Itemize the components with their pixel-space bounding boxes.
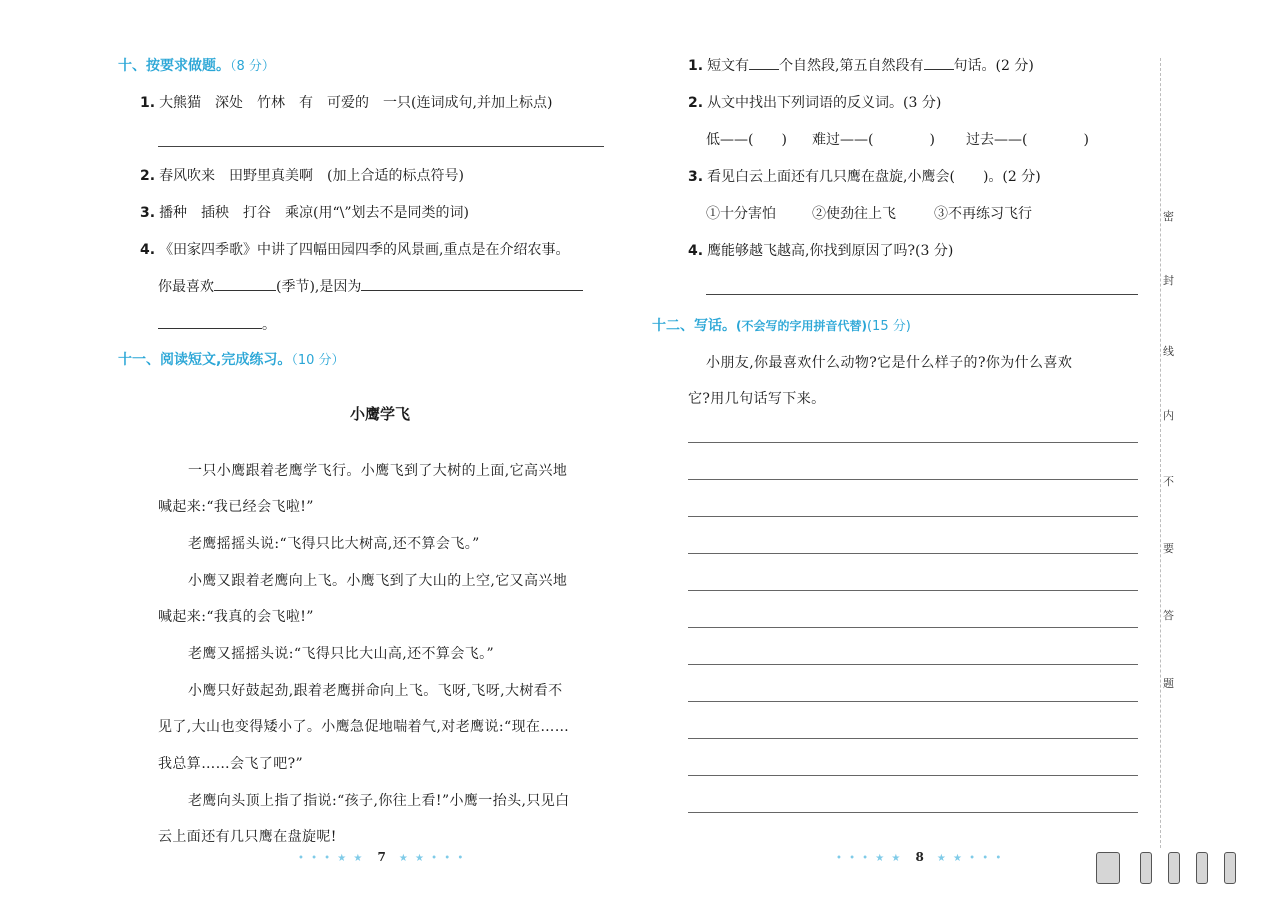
binding-margin-char: 内	[1163, 409, 1174, 422]
binding-margin-char: 题	[1163, 677, 1174, 690]
binding-margin-char: 封	[1163, 274, 1174, 287]
writing-prompt: 它?用几句话写下来。	[688, 391, 826, 407]
antonym-pair[interactable]: 过去——( )	[966, 132, 1089, 148]
writing-line[interactable]	[688, 590, 1138, 591]
question-10-4: 4. 《田家四季歌》中讲了四幅田园四季的风景画,重点是在介绍农事。	[140, 242, 570, 258]
question-11-2: 2. 从文中找出下列词语的反义词。(3 分)	[688, 95, 942, 111]
paragraph-count-blank[interactable]	[749, 55, 779, 70]
question-10-4-answer-row-2: 。	[158, 314, 276, 334]
sentence-count-blank[interactable]	[924, 55, 954, 70]
writing-line[interactable]	[688, 442, 1138, 443]
question-10-1: 1. 大熊猫 深处 竹林 有 可爱的 一只(连词成句,并加上标点)	[140, 95, 553, 111]
story-line: 一只小鹰跟着老鹰学飞行。小鹰飞到了大树的上面,它高兴地	[188, 463, 568, 479]
answer-line[interactable]	[158, 146, 604, 147]
binding-margin-char: 不	[1163, 475, 1174, 488]
story-line: 老鹰向头顶上指了指说:“孩子,你往上看!”小鹰一抬头,只见白	[188, 793, 570, 809]
story-line: 喊起来:“我真的会飞啦!”	[158, 609, 314, 625]
reason-blank-2[interactable]	[158, 314, 262, 329]
reason-blank[interactable]	[361, 276, 583, 291]
question-10-4-answer-row: 你最喜欢 (季节),是因为	[158, 276, 583, 296]
question-10-3: 3. 播种 插秧 打谷 乘凉(用“\”划去不是同类的词)	[140, 205, 470, 221]
story-line: 老鹰摇摇头说:“飞得只比大树高,还不算会飞。”	[188, 536, 480, 552]
choice-option[interactable]: ③不再练习飞行	[934, 206, 1032, 222]
binding-margin-line	[1160, 58, 1161, 848]
story-line: 小鹰只好鼓起劲,跟着老鹰拼命向上飞。飞呀,飞呀,大树看不	[188, 683, 563, 699]
story-line: 云上面还有几只鹰在盘旋呢!	[158, 829, 337, 845]
answer-line[interactable]	[706, 294, 1138, 295]
story-line: 见了,大山也变得矮小了。小鹰急促地喘着气,对老鹰说:“现在……	[158, 719, 570, 735]
choice-option[interactable]: ①十分害怕	[706, 206, 776, 222]
story-line: 喊起来:“我已经会飞啦!”	[158, 499, 314, 515]
binding-margin-char: 线	[1163, 345, 1174, 358]
question-11-4: 4. 鹰能够越飞越高,你找到原因了吗?(3 分)	[688, 243, 954, 259]
writing-line[interactable]	[688, 664, 1138, 665]
watermark-bar	[1096, 852, 1120, 884]
antonym-pair[interactable]: 难过——( )	[812, 132, 935, 148]
binding-margin-char: 要	[1163, 542, 1174, 555]
writing-line[interactable]	[688, 516, 1138, 517]
watermark-bar	[1224, 852, 1236, 884]
section-10-heading: 十、按要求做题。（8 分）	[118, 58, 275, 74]
writing-line[interactable]	[688, 738, 1138, 739]
writing-line[interactable]	[688, 812, 1138, 813]
writing-line[interactable]	[688, 479, 1138, 480]
section-12-heading: 十二、写话。(不会写的字用拼音代替)(15 分)	[652, 318, 911, 334]
writing-line[interactable]	[688, 701, 1138, 702]
choice-option[interactable]: ②使劲往上飞	[812, 206, 896, 222]
season-blank[interactable]	[214, 276, 276, 291]
writing-line[interactable]	[688, 627, 1138, 628]
watermark-bar	[1168, 852, 1180, 884]
writing-prompt: 小朋友,你最喜欢什么动物?它是什么样子的?你为什么喜欢	[706, 355, 1073, 371]
page-number: 8	[915, 850, 924, 864]
section-11-heading: 十一、阅读短文,完成练习。（10 分）	[118, 352, 345, 368]
question-11-3: 3. 看见白云上面还有几只鹰在盘旋,小鹰会( )。(2 分)	[688, 169, 1041, 185]
binding-margin-char: 答	[1163, 609, 1174, 622]
binding-margin-char: 密	[1163, 210, 1174, 223]
watermark-bar	[1196, 852, 1208, 884]
story-line: 小鹰又跟着老鹰向上飞。小鹰飞到了大山的上空,它又高兴地	[188, 573, 568, 589]
antonym-pair[interactable]: 低——( )	[706, 132, 787, 148]
story-line: 老鹰又摇摇头说:“飞得只比大山高,还不算会飞。”	[188, 646, 495, 662]
writing-line[interactable]	[688, 775, 1138, 776]
writing-line[interactable]	[688, 553, 1138, 554]
question-10-2: 2. 春风吹来 田野里真美啊 (加上合适的标点符号)	[140, 168, 464, 184]
story-title: 小鹰学飞	[350, 405, 411, 423]
page-footer-left: • • • ★ ★ 7 ★ ★ • • •	[298, 850, 466, 864]
question-11-1: 1. 短文有 个自然段,第五自然段有 句话。(2 分)	[688, 55, 1034, 75]
page-number: 7	[377, 850, 386, 864]
page-footer-right: • • • ★ ★ 8 ★ ★ • • •	[836, 850, 1004, 864]
story-line: 我总算……会飞了吧?”	[158, 756, 304, 772]
watermark-bar	[1140, 852, 1152, 884]
